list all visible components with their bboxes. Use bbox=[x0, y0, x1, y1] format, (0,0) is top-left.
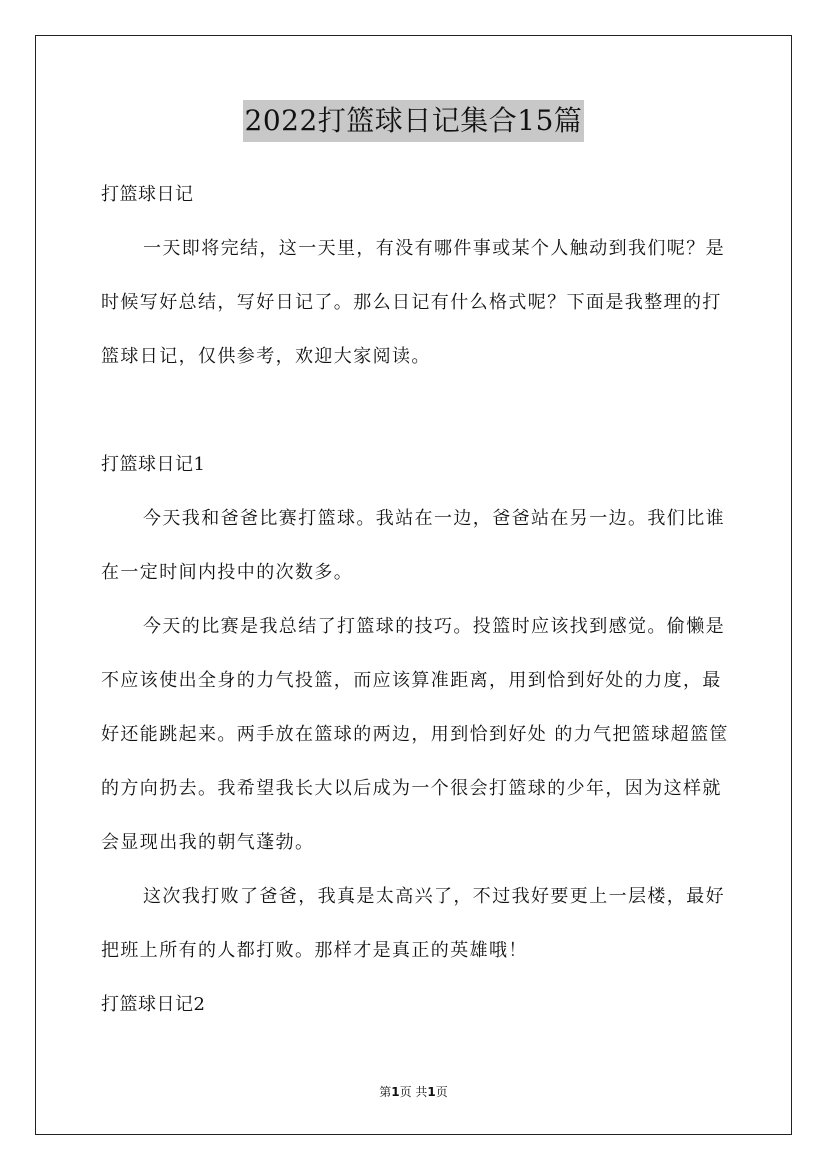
title-wrap bbox=[0, 100, 827, 142]
page-current: 1 bbox=[391, 1085, 400, 1099]
intro-paragraph: 一天即将完结，这一天里，有没有哪件事或某个人触动到我们呢？是时候写好总结，写好日记了。那么日记有什么格式呢？下面是我整理的打篮球日记，仅供参考，欢迎大家阅读。 bbox=[101, 238, 725, 367]
page-footer bbox=[0, 1084, 827, 1100]
page-total: 1 bbox=[427, 1085, 436, 1099]
page-suffix: 页 bbox=[435, 1085, 448, 1099]
section2-heading: 打篮球日记2 bbox=[101, 994, 206, 1015]
section1-paragraph-1: 今天我和爸爸比赛打篮球。我站在一边，爸爸站在另一边。我们比谁在一定时间内投中的次数多。 bbox=[101, 508, 725, 583]
intro-heading: 打篮球日记 bbox=[101, 184, 194, 205]
section1-paragraph-2: 今天的比赛是我总结了打篮球的技巧。投篮时应该找到感觉。偷懒是不应该使出全身的力气投篮，而应该算准距离，用到恰到好处的力度，最好还能跳起来。两手放在篮球的两边，用到恰到好处 的力气把篮球超篮筐的方向扔去。我希望我长大以后成为一个很会打篮球的少年，因为这样就会显现出我的朝气蓬勃。 bbox=[101, 616, 729, 853]
document-body bbox=[101, 168, 731, 1032]
document-title: 2022打篮球日记集合15篇 bbox=[243, 100, 585, 142]
section1-paragraph-3: 这次我打败了爸爸，我真是太高兴了，不过我好要更上一层楼，最好把班上所有的人都打败。那样才是真正的英雄哦！ bbox=[101, 886, 725, 961]
section-gap bbox=[101, 384, 731, 438]
page-prefix: 第 bbox=[379, 1085, 392, 1099]
section1-heading: 打篮球日记1 bbox=[101, 454, 206, 475]
page-mid: 页 共 bbox=[399, 1085, 428, 1099]
